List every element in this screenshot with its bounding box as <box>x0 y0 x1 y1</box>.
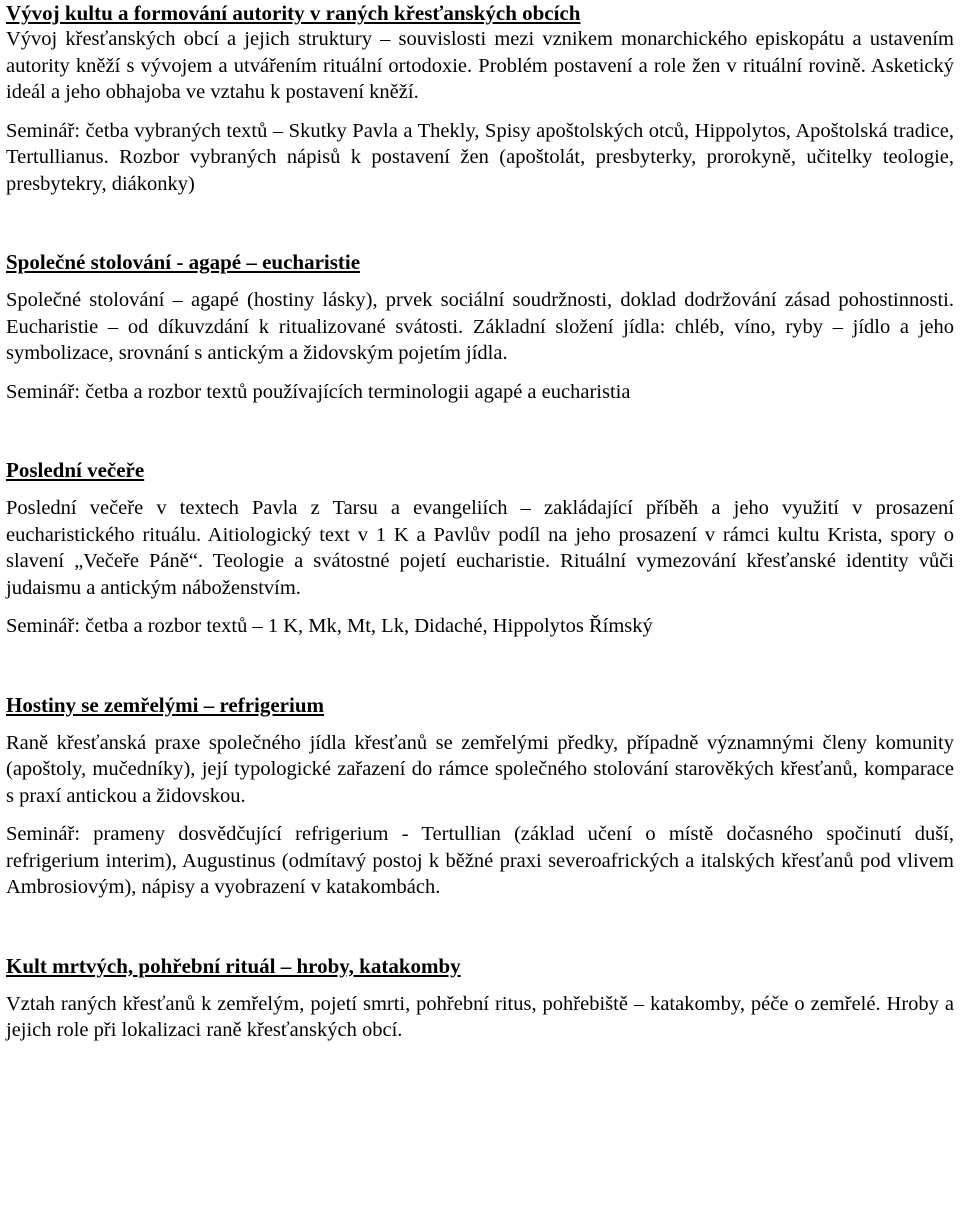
section-cult-authority <box>6 0 954 197</box>
seminar-paragraph: Seminář: četba a rozbor textů používajících terminologii agapé a eucharistia <box>6 380 631 403</box>
section-last-supper <box>6 457 954 640</box>
section-paragraph: Raně křesťanská praxe společného jídla křesťanů se zemřelými předky, případně významnými členy komunity (apoštoly, mučedníky), její typologické zařazení do rámce společného stolování starověkých křesťanů, komparace s praxí antickou a židovskou. <box>6 731 954 807</box>
seminar-paragraph: Seminář: četba a rozbor textů – 1 K, Mk, Mt, Lk, Didaché, Hippolytos Římský <box>6 615 653 637</box>
section-refrigerium <box>6 692 954 901</box>
section-heading: Vývoj kultu a formování autority v raných křesťanských obcích <box>6 1 581 25</box>
seminar-paragraph: Seminář: četba vybraných textů – Skutky Pavla a Thekly, Spisy apoštolských otců, Hippolytos, Apoštolská tradice, Tertullianus. Rozbor vybraných nápisů k postavení žen (apoštolát, presbyterky, prorokyně, učitelky teologie, presbytekry, diákonky) <box>6 119 954 195</box>
seminar-paragraph: Seminář: prameny dosvědčující refrigerium - Tertullian (základ učení o místě dočasného spočinutí duší, refrigerium interim), Augustinus (odmítavý postoj k běžné praxi severoafrických a italských křesťanů pod vlivem Ambrosiovým), nápisy a vyobrazení v katakombách. <box>6 823 954 898</box>
section-paragraph: Vztah raných křesťanů k zemřelým, pojetí smrti, pohřební ritus, pohřebiště – katakomby, péče o zemřelé. Hroby a jejich role při lokalizaci raně křesťanských obcí. <box>6 992 954 1041</box>
section-heading: Hostiny se zemřelými – refrigerium <box>6 692 325 717</box>
section-agape-eucharist <box>6 249 954 405</box>
section-heading: Kult mrtvých, pohřební rituál – hroby, katakomby <box>6 953 461 978</box>
section-paragraph: Vývoj křesťanských obcí a jejich struktury – souvislosti mezi vznikem monarchického episkopátu a ustavením autority kněží s vývojem a utvářením rituální ortodoxie. Problém postavení a role žen v rituální rovině. Asketický ideál a jeho obhajoba ve vztahu k postavení kněží. <box>6 28 954 103</box>
section-heading: Poslední večeře <box>6 458 145 482</box>
section-heading: Společné stolování - agapé – eucharistie <box>6 250 361 274</box>
section-paragraph: Poslední večeře v textech Pavla z Tarsu a evangeliích – zakládající příběh a jeho využití v prosazení eucharistického rituálu. Aitiologický text v 1 K a Pavlův podíl na jeho prosazení v rámci kultu Krista, spory o slavení „Večeře Páně“. Teologie a svátostné pojetí eucharistie. Rituální vymezování křesťanské identity vůči judaismu a antickým náboženstvím. <box>6 497 954 599</box>
section-cult-of-dead <box>6 953 954 1044</box>
section-paragraph: Společné stolování – agapé (hostiny lásky), prvek sociální soudržnosti, doklad dodržování zásad pohostinnosti. Eucharistie – od díkuvzdání k ritualizované svátosti. Základní složení jídla: chléb, víno, ryby – jídlo a jeho symbolizace, srovnání s antickým a židovským pojetím jídla. <box>6 289 954 364</box>
